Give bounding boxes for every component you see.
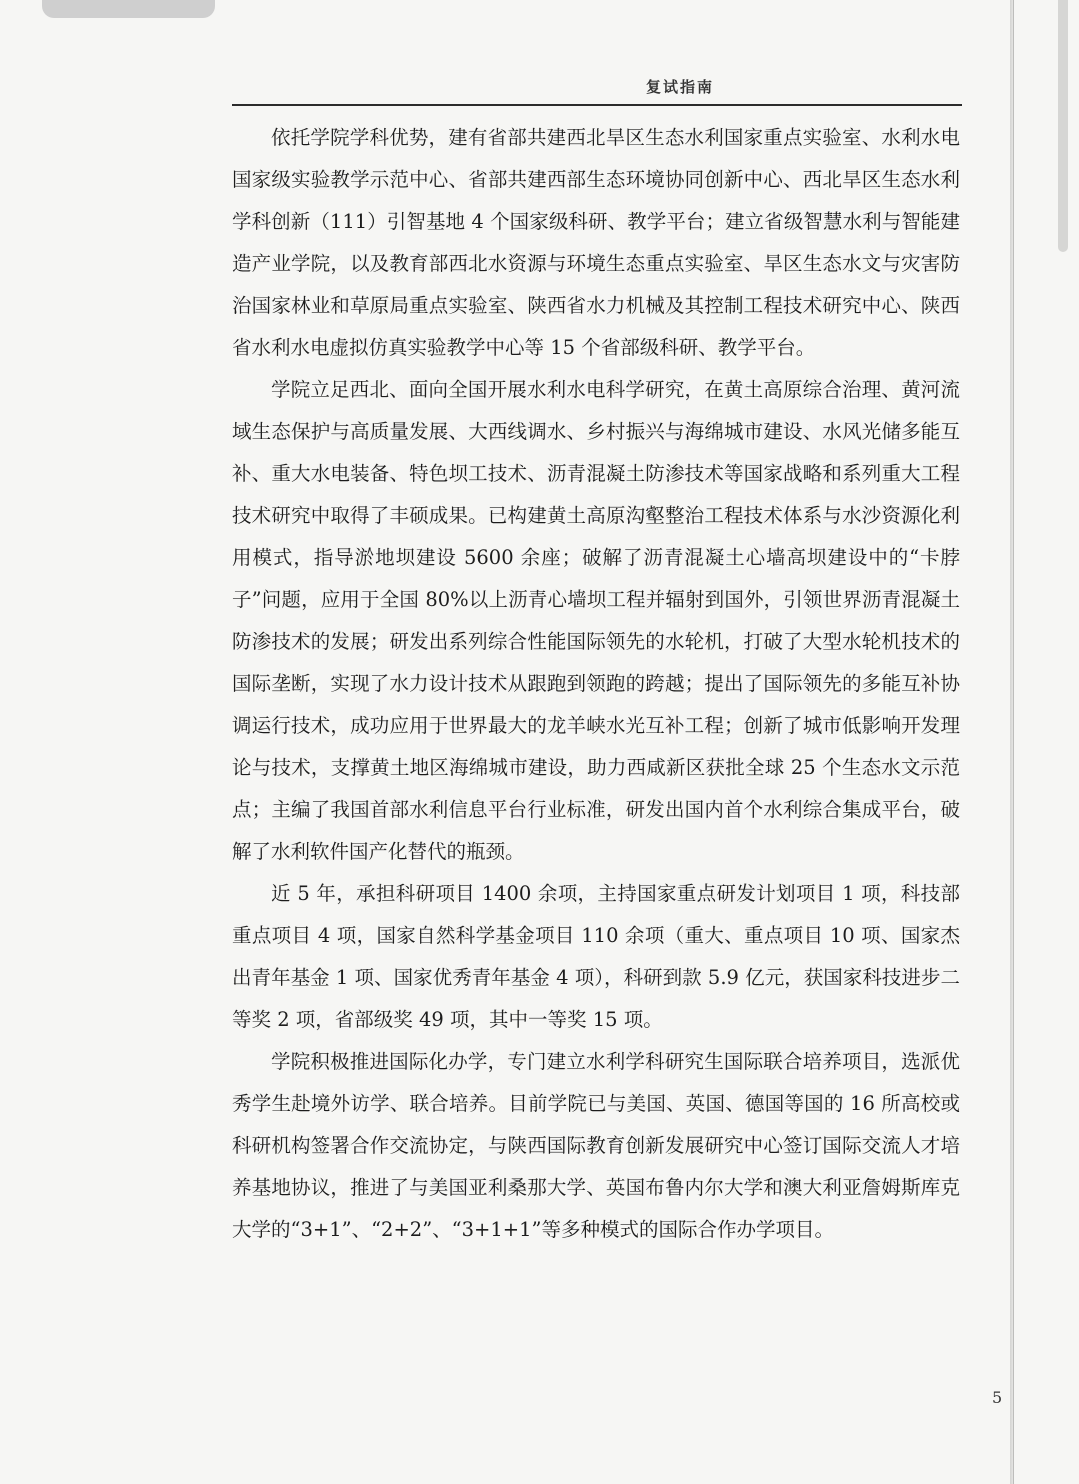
paragraph-projects: 近 5 年，承担科研项目 1400 余项，主持国家重点研发计划项目 1 项，科技部重点项目 4 项，国家自然科学基金项目 110 余项（重大、重点项目 10 项、国家杰出青年基金 1 项、国家优秀青年基金 4 项），科研到款 5.9 亿元，获国家科技进步二等奖 2 项，省部级奖 49 项，其中一等奖 15 项。 xyxy=(232,882,960,1031)
scrollbar-thumb[interactable] xyxy=(1058,0,1068,252)
page-edge-line xyxy=(1013,0,1014,1484)
header-title: 复试指南 xyxy=(645,78,714,96)
page-header xyxy=(232,70,962,106)
page-number: 5 xyxy=(992,1388,1003,1407)
document-body xyxy=(232,117,960,1251)
paragraph-platforms: 依托学院学科优势，建有省部共建西北旱区生态水利国家重点实验室、水利水电国家级实验教学示范中心、省部共建西部生态环境协同创新中心、西北旱区生态水利学科创新（111）引智基地 4 个国家级科研、教学平台；建立省级智慧水利与智能建造产业学院，以及教育部西北水资源与环境生态重点实验室、旱区生态水文与灾害防治国家林业和草原局重点实验室、陕西省水力机械及其控制工程技术研究中心、陕西省水利水电虚拟仿真实验教学中心等 15 个省部级科研、教学平台。 xyxy=(232,126,960,359)
top-tab-handle xyxy=(42,0,215,18)
paragraph-research: 学院立足西北、面向全国开展水利水电科学研究，在黄土高原综合治理、黄河流域生态保护与高质量发展、大西线调水、乡村振兴与海绵城市建设、水风光储多能互补、重大水电装备、特色坝工技术、沥青混凝土防渗技术等国家战略和系列重大工程技术研究中取得了丰硕成果。已构建黄土高原沟壑整治工程技术体系与水沙资源化利用模式，指导淤地坝建设 5600 余座；破解了沥青混凝土心墙高坝建设中的“卡脖子”问题，应用于全国 80%以上沥青心墙坝工程并辐射到国外，引领世界沥青混凝土防渗技术的发展；研发出系列综合性能国际领先的水轮机，打破了大型水轮机技术的国际垄断，实现了水力设计技术从跟跑到领跑的跨越；提出了国际领先的多能互补协调运行技术，成功应用于世界最大的龙羊峡水光互补工程；创新了城市低影响开发理论与技术，支撑黄土地区海绵城市建设，助力西咸新区获批全球 25 个生态水文示范点；主编了我国首部水利信息平台行业标准，研发出国内首个水利综合集成平台，破解了水利软件国产化替代的瓶颈。 xyxy=(232,378,960,863)
paragraph-international: 学院积极推进国际化办学，专门建立水利学科研究生国际联合培养项目，选派优秀学生赴境外访学、联合培养。目前学院已与美国、英国、德国等国的 16 所高校或科研机构签署合作交流协定，与陕西国际教育创新发展研究中心签订国际交流人才培养基地协议，推进了与美国亚利桑那大学、英国布鲁内尔大学和澳大利亚詹姆斯库克大学的“3+1”、“2+2”、“3+1+1”等多种模式的国际合作办学项目。 xyxy=(232,1050,960,1241)
